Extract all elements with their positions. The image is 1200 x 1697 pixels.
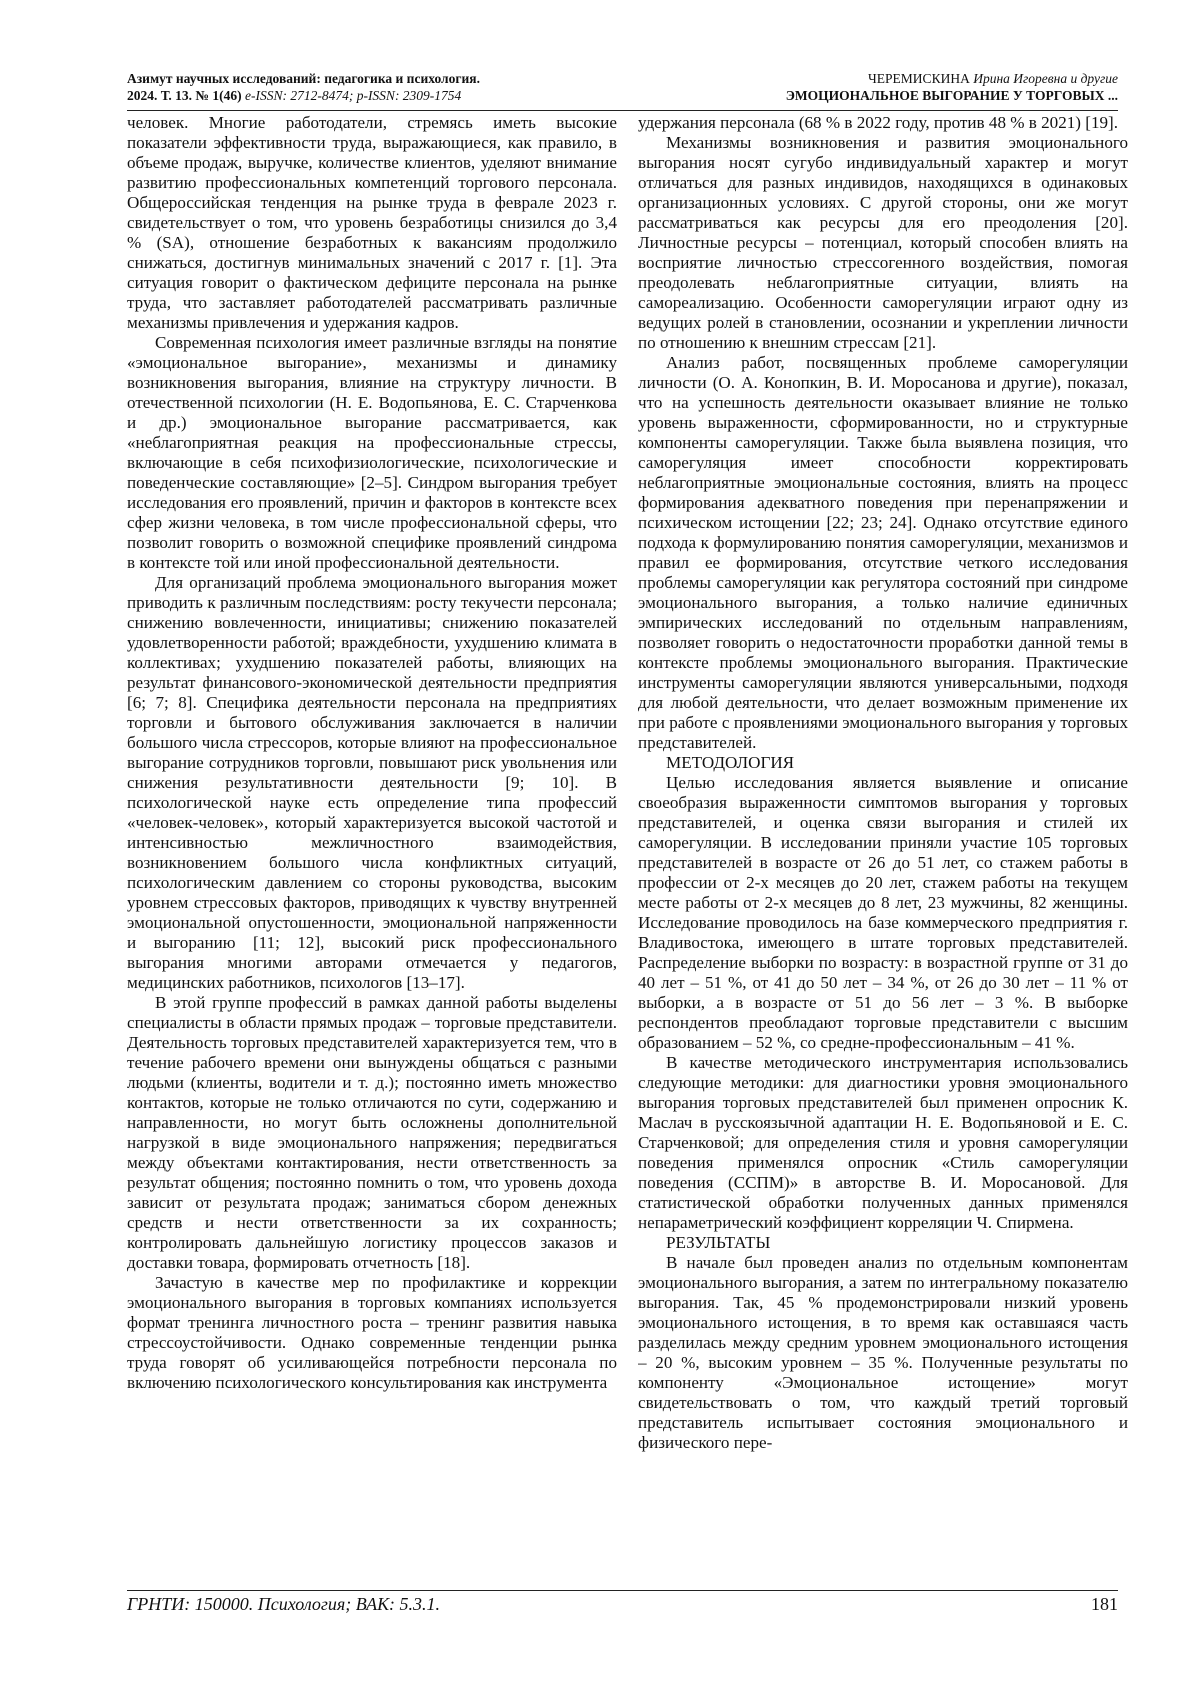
article-header <box>638 70 1118 104</box>
paragraph: Зачастую в качестве мер по профилактике и коррекции эмоционального выгорания в торговых компаниях используется формат тренинга личностного роста – тренинг развития навыка стрессоустойчивости. Однако современные тенденции рынка труда говорят об усиливающейся потребности персонала по включению психологического консультирования как инструмента <box>127 1273 617 1392</box>
page-number: 181 <box>1091 1594 1118 1614</box>
paragraph: Анализ работ, посвященных проблеме саморегуляции личности (О. А. Конопкин, В. И. Моросанова и другие), показал, что на успешность деятельности оказывает влияние не только уровень выраженности, сформированности, но и структурные компоненты саморегуляции. Также была выявлена позиция, что саморегуляция имеет способности корректировать неблагоприятные эмоциональные состояния, влиять на процесс формирования адекватного поведения при перенапряжении и психическом истощении [22; 23; 24]. Однако отсутствие единого подхода к формулированию понятия саморегуляции, механизмов и правил ее формирования, отсутствие четкого исследования проблемы саморегуляции как регулятора состояний при синдроме эмоционального выгорания, а только наличие единичных эмпирических исследований по отдельным направлениям, позволяет говорить о недостаточности проработки данной темы в контексте проблемы эмоционального выгорания. Практические инструменты саморегуляции являются универсальными, подходя для любой деятельности, что делает возможным применение их при работе с проявлениями эмоционального выгорания у торговых представителей. <box>638 353 1128 752</box>
header-divider <box>127 110 1118 111</box>
paragraph: В качестве методического инструментария использовались следующие методики: для диагностики уровня эмоционального выгорания торговых представителей был применен опросник К. Маслач в русскоязычной адаптации Н. Е. Водопьяновой и Е. С. Старченковой; для определения стиля и уровня саморегуляции поведения применялся опросник «Стиль саморегуляции поведения (ССПМ)» в авторстве В. И. Моросановой. Для статистической обработки полученных данных применялся непараметрический коэффициент корреляции Ч. Спирмена. <box>638 1053 1128 1232</box>
paragraph: Механизмы возникновения и развития эмоционального выгорания носят сугубо индивидуальный характер и могут отличаться для разных индивидов, находящихся в одинаковых организационных условиях. С другой стороны, они же могут рассматриваться как ресурсы для его преодоления [20]. Личностные ресурсы – потенциал, который способен влиять на восприятие личностью стрессогенного воздействия, помогая преодолевать неблагоприятные ситуации, влиять на самореализацию. Особенности саморегуляции играют одну из ведущих ролей в становлении, осознании и укреплении личности по отношению к внешним стрессам [21]. <box>638 133 1128 352</box>
paragraph: удержания персонала (68 % в 2022 году, против 48 % в 2021) [19]. <box>638 113 1119 132</box>
section-heading-methodology: МЕТОДОЛОГИЯ <box>666 753 795 772</box>
right-column <box>638 113 1128 1583</box>
footer-divider <box>127 1590 1118 1591</box>
journal-volume: 2024. Т. 13. № 1(46) <box>127 88 242 103</box>
author-rest: Ирина Игоревна и другие <box>969 71 1118 86</box>
journal-title: Азимут научных исследований: педагогика и психология. <box>127 71 480 86</box>
author-surname: ЧЕРЕМИСКИНА <box>868 71 970 86</box>
paragraph: Современная психология имеет различные взгляды на понятие «эмоциональное выгорание», механизмы и динамику возникновения выгорания, влияние на структуру личности. В отечественной психологии (Н. Е. Водопьянова, Е. С. Старченкова и др.) эмоциональное выгорание рассматривается, как «неблагоприятная реакция на профессиональные стрессы, включающие в себя психофизиологические, психологические и поведенческие составляющие» [2–5]. Синдром выгорания требует исследования его проявлений, причин и факторов в контексте всех сфер жизни человека, в том числе профессиональной сферы, что позволит говорить о возможной специфике проявлений синдрома в контексте той или иной профессиональной деятельности. <box>127 333 617 572</box>
article-authors <box>638 70 1118 87</box>
journal-header <box>127 70 647 104</box>
paragraph: Целью исследования является выявление и описание своеобразия выраженности симптомов выгорания у торговых представителей, и оценка связи выгорания и стилей их саморегуляции. В исследовании приняли участие 105 торговых представителей в возрасте от 26 до 51 лет, со стажем работы в профессии от 2-х месяцев до 20 лет, стажем работы на текущем месте работы от 2-х месяцев до 8 лет, 23 мужчины, 82 женщины. Исследование проводилось на базе коммерческого предприятия г. Владивостока, имеющего в штате торговых представителей. Распределение выборки по возрасту: в возрастной группе от 31 до 40 лет – 51 %, от 41 до 50 лет – 34 %, от 26 до 30 лет – 11 % от выборки, а в возрасте от 51 до 56 лет – 3 %. В выборке респондентов преобладают торговые представители с высшим образованием – 52 %, со средне-профессиональным – 41 %. <box>638 773 1128 1052</box>
paragraph: человек. Многие работодатели, стремясь иметь высокие показатели эффективности труда, выражающиеся, как правило, в объеме продаж, выручке, количестве клиентов, уделяют внимание развитию профессиональных компетенций торгового персонала. Общероссийская тенденция на рынке труда в феврале 2023 г. свидетельствует о том, что уровень безработицы снизился до 3,4 % (SA), отношение безработных к вакансиям продолжило снижаться, достигнув минимальных значений с 2017 г. [1]. Эта ситуация говорит о фактическом дефиците персонала на рынке труда, что заставляет работодателей рассматривать различные механизмы привлечения и удержания кадров. <box>127 113 617 332</box>
section-heading-results: РЕЗУЛЬТАТЫ <box>666 1233 771 1252</box>
footer-classification: ГРНТИ: 150000. Психология; ВАК: 5.3.1. <box>127 1594 441 1614</box>
left-column <box>127 113 617 1583</box>
journal-issn: e-ISSN: 2712-8474; p-ISSN: 2309-1754 <box>241 88 462 103</box>
journal-issue-line <box>127 87 647 104</box>
paragraph: В этой группе профессий в рамках данной работы выделены специалисты в области прямых продаж – торговые представители. Деятельность торговых представителей характеризуется тем, что в течение рабочего времени они вынуждены общаться с разными людьми (клиенты, водители и т. д.); постоянно иметь множество контактов, которые не только отличаются по сути, содержанию и направленности, но могут быть осложнены дополнительной нагрузкой в виде эмоционального напряжения; передвигаться между объектами контактирования, нести ответственность за результат общения; постоянно помнить о том, что уровень дохода зависит от результата продаж; заниматься сбором денежных средств и нести ответственности за их сохранность; контролировать дальнейшую логистику процессов заказов и доставки товара, формировать отчетность [18]. <box>127 993 617 1272</box>
paragraph: Для организаций проблема эмоционального выгорания может приводить к различным последствиям: росту текучести персонала; снижению вовлеченности, инициативы; снижению показателей удовлетворенности работой; враждебности, ухудшению климата в коллективах; ухудшению показателей работы, влияющих на результат финансового-экономической деятельности предприятия [6; 7; 8]. Специфика деятельности персонала на предприятиях торговли и бытового обслуживания заключается в наличии большого числа стрессоров, которые влияют на профессиональное выгорание сотрудников торговли, повышают риск увольнения или снижения результативности деятельности [9; 10]. В психологической науке есть определение типа профессий «человек-человек», который характеризуется высокой частотой и интенсивностью межличностного взаимодействия, возникновением большого числа конфликтных ситуаций, психологическим давлением со стороны руководства, высоким уровнем стрессовых факторов, приводящих к чувству внутренней эмоциональной опустошенности, эмоциональной напряженности и выгоранию [11; 12], высокий риск профессионального выгорания многими авторами отмечается у педагогов, медицинских работников, психологов [13–17]. <box>127 573 617 992</box>
paragraph: В начале был проведен анализ по отдельным компонентам эмоционального выгорания, а затем по интегральному показателю выгорания. Так, 45 % продемонстрировали низкий уровень эмоционального истощения, в то время как оставшаяся часть разделилась между средним уровнем эмоционального истощения – 20 %, высоким уровнем – 35 %. Полученные результаты по компоненту «Эмоциональное истощение» могут свидетельствовать о том, что каждый третий торговый представитель испытывает состояния эмоционального и физического пере- <box>638 1253 1128 1452</box>
article-running-title: ЭМОЦИОНАЛЬНОЕ ВЫГОРАНИЕ У ТОРГОВЫХ ... <box>785 88 1118 103</box>
